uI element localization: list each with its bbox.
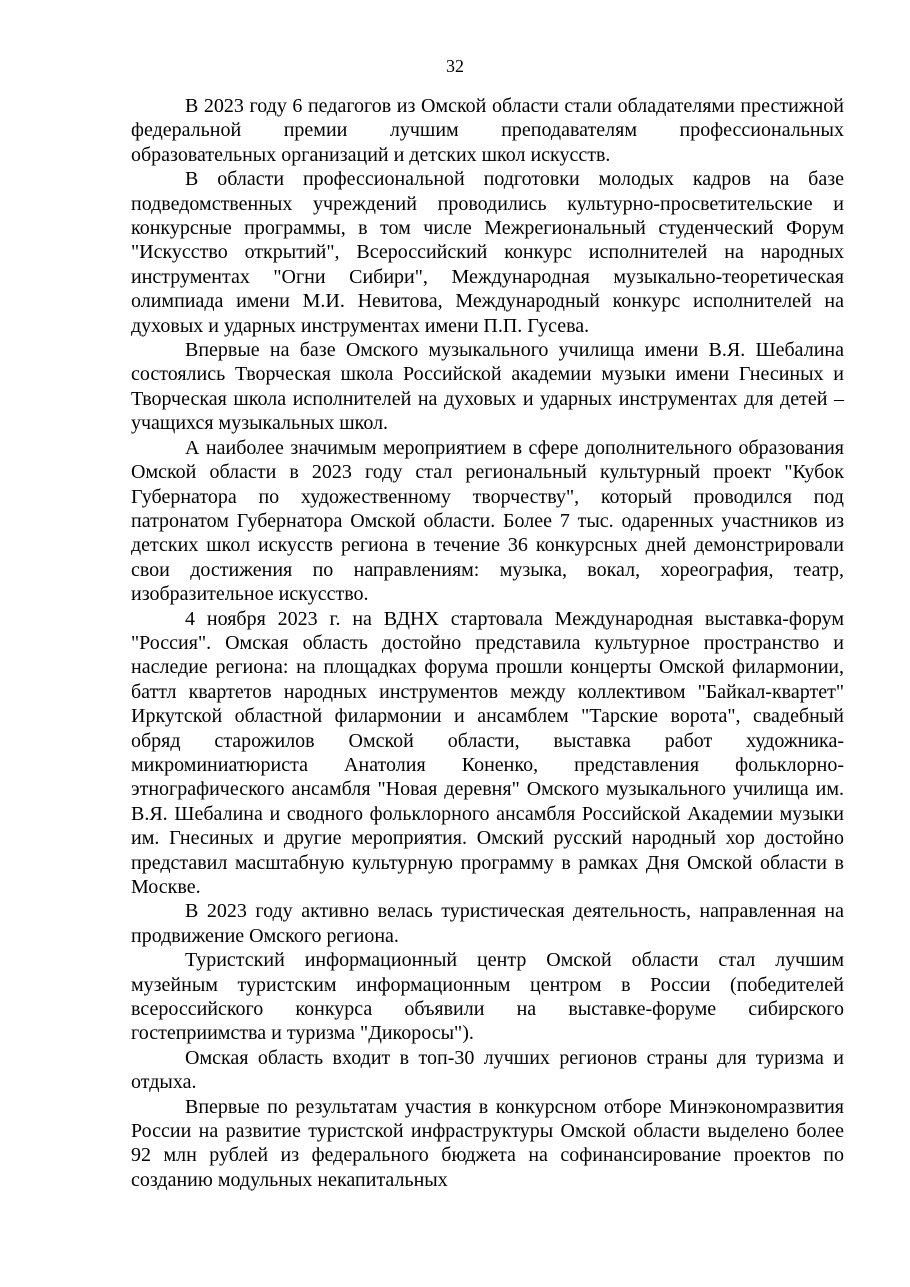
page-number: 32 bbox=[446, 56, 464, 76]
paragraph: В 2023 году активно велась туристическая деятельность, направленная на продвижение Омского региона. bbox=[131, 900, 844, 947]
document-body bbox=[131, 94, 844, 1192]
paragraph: Туристский информационный центр Омской области стал лучшим музейным туристским информационным центром в России (победителей всероссийского конкурса объявили на выставке-форуме сибирского гостеприимства и туризма "Дикоросы"). bbox=[131, 949, 844, 1045]
paragraph: А наиболее значимым мероприятием в сфере дополнительного образования Омской области в 2023 году стал региональный культурный проект "Кубок Губернатора по художественному творчеству", который проводился под патронатом Губернатора Омской области. Более 7 тыс. одаренных участников из детских школ искусств региона в течение 36 конкурсных дней демонстрировали свои достижения по направлениям: музыка, вокал, хореография, театр, изобразительное искусство. bbox=[131, 436, 844, 606]
paragraph: В области профессиональной подготовки молодых кадров на базе подведомственных учреждений проводились культурно-просветительские и конкурсные программы, в том числе Межрегиональный студенческий Форум "Искусство открытий", Всероссийский конкурс исполнителей на народных инструментах "Огни Сибири", Международная музыкально-теоретическая олимпиада имени М.И. Невитова, Международный конкурс исполнителей на духовых и ударных инструментах имени П.П. Гусева. bbox=[131, 168, 844, 337]
paragraph: 4 ноября 2023 г. на ВДНХ стартовала Международная выставка-форум "Россия". Омская область достойно представила культурное пространство и наследие региона: на площадках форума прошли концерты Омской филармонии, баттл квартетов народных инструментов между коллективом "Байкал-квартет" Иркутской областной филармонии и ансамблем "Тарские ворота", свадебный обряд старожилов Омской области, выставка работ художника-микроминиатюриста Анатолия Коненко, представления фольклорно-этнографического ансамбля "Новая деревня" Омского музыкального училища им. В.Я. Шебалина и сводного фольклорного ансамбля Российской Академии музыки им. Гнесиных и другие мероприятия. Омский русский народный хор достойно представил масштабную культурную программу в рамках Дня Омской области в Москве. bbox=[131, 607, 844, 898]
paragraph: В 2023 году 6 педагогов из Омской области стали обладателями престижной федеральной премии лучшим преподавателям профессиональных образовательных организаций и детских школ искусств. bbox=[131, 95, 844, 166]
paragraph: Впервые на базе Омского музыкального училища имени В.Я. Шебалина состоялись Творческая школа Российской академии музыки имени Гнесиных и Творческая школа исполнителей на духовых и ударных инструментах для детей – учащихся музыкальных школ. bbox=[131, 339, 844, 435]
paragraph: Впервые по результатам участия в конкурсном отборе Минэкономразвития России на развитие туристской инфраструктуры Омской области выделено более 92 млн рублей из федерального бюджета на софинансирование проектов по созданию модульных некапитальных bbox=[131, 1095, 844, 1191]
paragraph: Омская область входит в топ-30 лучших регионов страны для туризма и отдыха. bbox=[131, 1046, 844, 1094]
